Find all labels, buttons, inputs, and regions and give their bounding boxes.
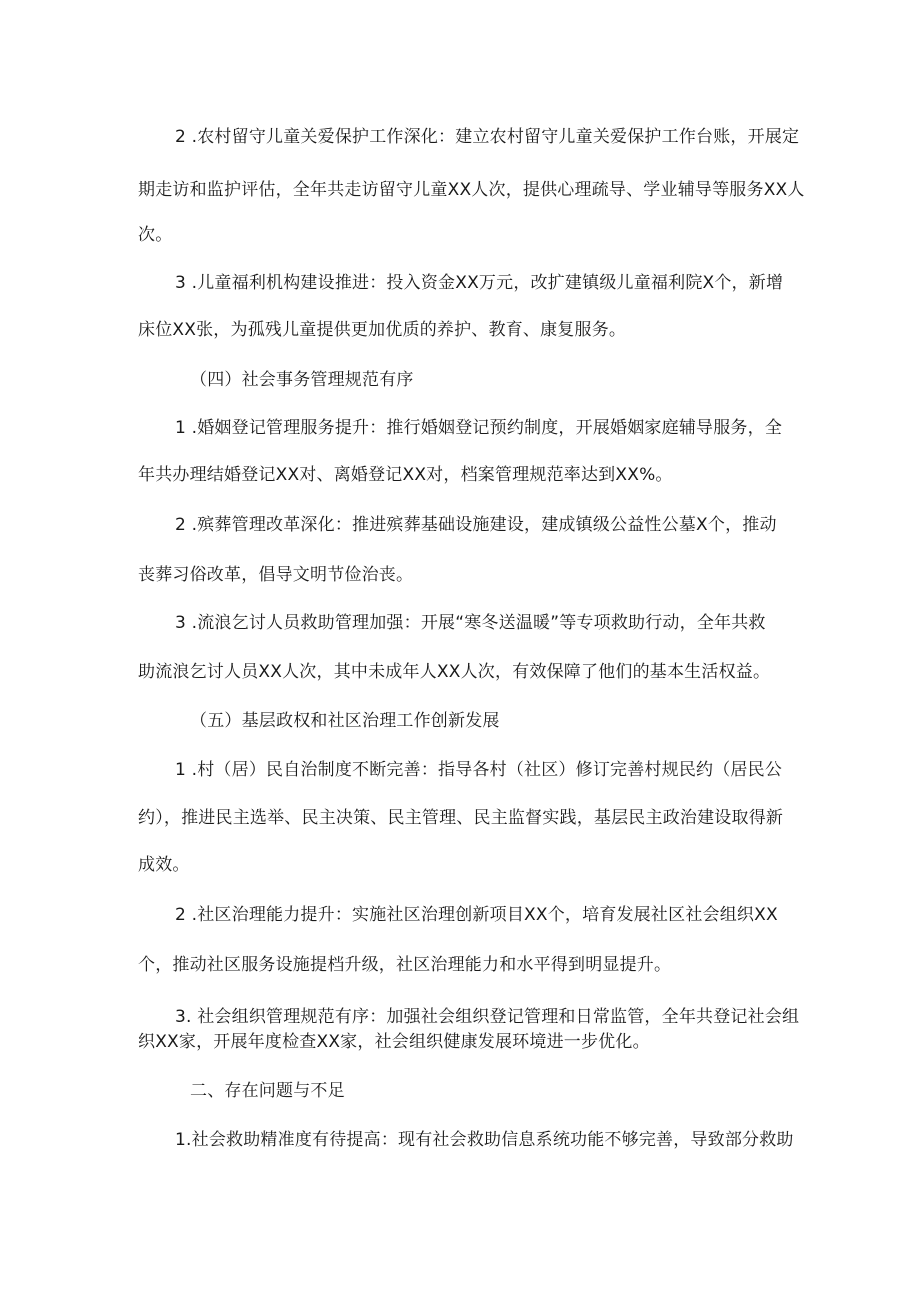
paragraph-line: 年共办理结婚登记XX对、离婚登记XX对，档案管理规范率达到XX%。: [138, 465, 673, 485]
section-heading: （五）基层政权和社区治理工作创新发展: [190, 711, 500, 731]
paragraph-line: 1.社会救助精准度有待提高：现有社会救助信息系统功能不够完善，导致部分救助: [175, 1130, 794, 1150]
section-heading: （四）社会事务管理规范有序: [190, 370, 414, 390]
paragraph-line: 织XX家，开展年度检查XX家，社会组织健康发展环境进一步优化。: [138, 1032, 650, 1052]
paragraph-line: 1 .婚姻登记管理服务提升：推行婚姻登记预约制度，开展婚姻家庭辅导服务，全: [175, 418, 783, 438]
paragraph-line: 成效。: [138, 855, 190, 875]
paragraph-line: 个，推动社区服务设施提档升级，社区治理能力和水平得到明显提升。: [138, 955, 672, 975]
paragraph-line: 3 .流浪乞讨人员救助管理加强：开展“寒冬送温暖”等专项救助行动，全年共救: [175, 613, 766, 633]
paragraph-line: 助流浪乞讨人员XX人次，其中未成年人XX人次，有效保障了他们的基本生活权益。: [138, 662, 771, 682]
paragraph-line: 2 .社区治理能力提升：实施社区治理创新项目XX个，培育发展社区社会组织XX: [175, 905, 778, 925]
paragraph-line: 约），推进民主选举、民主决策、民主管理、民主监督实践，基层民主政治建设取得新: [138, 808, 784, 828]
paragraph-line: 2 .农村留守儿童关爱保护工作深化：建立农村留守儿童关爱保护工作台账，开展定: [175, 127, 800, 147]
paragraph-line: 床位XX张，为孤残儿童提供更加优质的养护、教育、康复服务。: [138, 320, 627, 340]
paragraph-line: 丧葬习俗改革，倡导文明节俭治丧。: [138, 565, 414, 585]
section-heading: 二、存在问题与不足: [190, 1081, 345, 1101]
paragraph-line: 2 .殡葬管理改革深化：推进殡葬基础设施建设，建成镇级公益性公墓X个，推动: [175, 515, 777, 535]
paragraph-line: 3 .儿童福利机构建设推进：投入资金XX万元，改扩建镇级儿童福利院X个，新增: [175, 273, 784, 293]
paragraph-line: 1 .村（居）民自治制度不断完善：指导各村（社区）修订完善村规民约（居民公: [175, 760, 783, 780]
paragraph-line: 期走访和监护评估，全年共走访留守儿童XX人次，提供心理疏导、学业辅导等服务XX人: [138, 180, 805, 200]
paragraph-line: 3. 社会组织管理规范有序：加强社会组织登记管理和日常监管，全年共登记社会组: [175, 1007, 800, 1027]
paragraph-line: 次。: [138, 225, 173, 245]
